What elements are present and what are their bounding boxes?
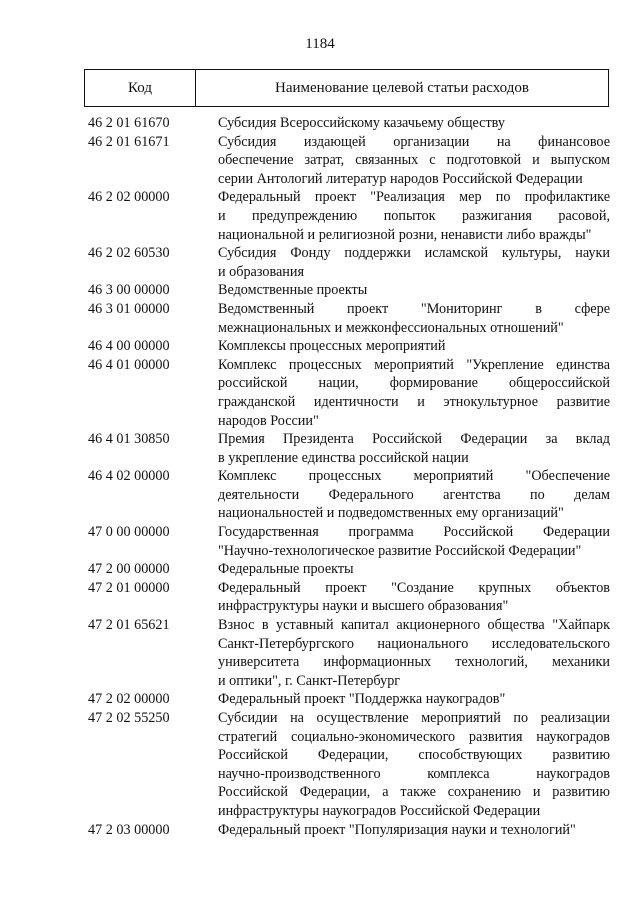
name-line: Комплекс процессных мероприятий "Укрепление единства xyxy=(218,356,610,373)
table-row xyxy=(0,821,640,840)
expense-item-name xyxy=(218,579,610,616)
name-line: Российской Федерации, способствующих развитию xyxy=(218,747,610,764)
name-line: Ведомственный проект "Мониторинг в сфере xyxy=(218,300,610,317)
name-line: и предупреждению попыток разжигания расовой, xyxy=(218,207,610,224)
name-line: университета информационных технологий, механики xyxy=(218,654,610,671)
table-row xyxy=(0,133,640,189)
name-line: в укрепление единства российской нации xyxy=(218,449,469,466)
name-line: "Научно-технологическое развитие Российской Федерации" xyxy=(218,542,582,559)
expense-item-name xyxy=(218,430,610,467)
budget-code: 47 2 01 00000 xyxy=(88,579,170,596)
name-line: гражданской идентичности и этнокультурное развитие xyxy=(218,393,610,410)
budget-code: 46 4 01 00000 xyxy=(88,356,170,373)
expense-item-name xyxy=(218,188,610,244)
name-line: Федеральный проект "Популяризация науки и технологий" xyxy=(218,821,576,838)
name-line: Комплекс процессных мероприятий "Обеспечение xyxy=(218,468,610,485)
expense-item-name xyxy=(218,821,610,840)
budget-items-list xyxy=(0,114,640,839)
expense-item-name xyxy=(218,467,610,523)
name-line: Государственная программа Российской Федерации xyxy=(218,524,610,541)
budget-code: 46 4 02 00000 xyxy=(88,468,170,485)
name-line: Комплексы процессных мероприятий xyxy=(218,338,446,355)
budget-code: 46 4 01 30850 xyxy=(88,431,170,448)
name-line: Взнос в уставный капитал акционерного общества "Хайпарк xyxy=(218,617,610,634)
name-line: стратегий социально-экономического развития наукоградов xyxy=(218,728,610,745)
expense-item-name xyxy=(218,114,610,133)
budget-code: 46 4 00 00000 xyxy=(88,338,170,355)
name-line: Российской Федерации, а также сохранению и развитию xyxy=(218,784,610,801)
name-line: Санкт-Петербургского национального исследовательского xyxy=(218,635,610,652)
table-row xyxy=(0,690,640,709)
table-row xyxy=(0,430,640,467)
name-column-header: Наименование целевой статьи расходов xyxy=(275,79,529,96)
table-row xyxy=(0,467,640,523)
name-line: Федеральный проект "Реализация мер по профилактике xyxy=(218,189,610,206)
page-number: 1184 xyxy=(305,36,335,52)
table-row xyxy=(0,616,640,690)
budget-code: 47 2 01 65621 xyxy=(88,617,170,634)
name-line: Федеральный проект "Создание крупных объектов xyxy=(218,579,610,596)
name-line: народов России" xyxy=(218,412,319,429)
name-line: национальностей и подведомственных ему организаций" xyxy=(218,505,564,522)
name-line: российской нации, формирование общероссийской xyxy=(218,375,610,392)
name-line: Субсидия Фонду поддержки исламской культуры, науки xyxy=(218,245,610,262)
expense-item-name xyxy=(218,281,610,300)
expense-item-name xyxy=(218,523,610,560)
budget-code: 46 2 01 61671 xyxy=(88,133,170,150)
expense-item-name xyxy=(218,560,610,579)
budget-code: 47 2 02 00000 xyxy=(88,691,170,708)
table-row xyxy=(0,300,640,337)
name-line: деятельности Федерального агентства по делам xyxy=(218,486,610,503)
table-row xyxy=(0,560,640,579)
table-row xyxy=(0,188,640,244)
name-line: Субсидия Всероссийскому казачьему обществу xyxy=(218,115,505,131)
expense-item-name xyxy=(218,709,610,821)
name-line: национальной и религиозной розни, ненависти либо вражды" xyxy=(218,226,592,243)
table-row xyxy=(0,356,640,430)
expense-item-name xyxy=(218,616,610,690)
table-row xyxy=(0,523,640,560)
budget-code: 47 2 00 00000 xyxy=(88,561,170,578)
name-line: Федеральные проекты xyxy=(218,561,354,578)
budget-code: 47 2 03 00000 xyxy=(88,821,170,838)
budget-code: 46 2 01 61670 xyxy=(88,115,170,131)
code-column-header: Код xyxy=(85,70,196,106)
table-row xyxy=(0,244,640,281)
expense-item-name xyxy=(218,133,610,189)
budget-code: 47 2 02 55250 xyxy=(88,710,170,726)
expense-item-name xyxy=(218,337,610,356)
expense-item-name xyxy=(218,356,610,430)
name-line: Ведомственные проекты xyxy=(218,282,368,299)
table-row xyxy=(0,337,640,356)
name-line: Субсидии на осуществление мероприятий по реализации xyxy=(218,710,610,726)
budget-code: 46 2 02 60530 xyxy=(88,245,170,262)
name-line: Премия Президента Российской Федерации за вклад xyxy=(218,431,610,448)
name-line: Субсидия издающей организации на финансовое xyxy=(218,133,610,150)
name-line: и образования xyxy=(218,263,304,280)
budget-code: 47 0 00 00000 xyxy=(88,524,170,541)
table-row xyxy=(0,579,640,616)
name-line: обеспечение затрат, связанных с подготовкой и выпуском xyxy=(218,152,610,169)
name-line: межнациональных и межконфессиональных отношений" xyxy=(218,319,564,336)
expense-item-name xyxy=(218,690,610,709)
table-row xyxy=(0,709,640,821)
expense-item-name xyxy=(218,300,610,337)
name-line: инфраструктуры наукоградов Российской Федерации xyxy=(218,802,541,819)
table-header xyxy=(84,69,609,107)
name-line: Федеральный проект "Поддержка наукоградов" xyxy=(218,691,506,708)
table-row xyxy=(0,281,640,300)
budget-code: 46 3 01 00000 xyxy=(88,300,170,317)
table-row xyxy=(0,114,640,133)
expense-item-name xyxy=(218,244,610,281)
name-line: и оптики", г. Санкт-Петербург xyxy=(218,672,401,689)
budget-code: 46 2 02 00000 xyxy=(88,189,170,206)
name-line: инфраструктуры науки и высшего образования" xyxy=(218,598,509,615)
name-line: научно-производственного комплекса наукоградов xyxy=(218,765,610,782)
budget-code: 46 3 00 00000 xyxy=(88,282,170,299)
name-line: серии Антологий литератур народов Российской Федерации xyxy=(218,170,583,187)
